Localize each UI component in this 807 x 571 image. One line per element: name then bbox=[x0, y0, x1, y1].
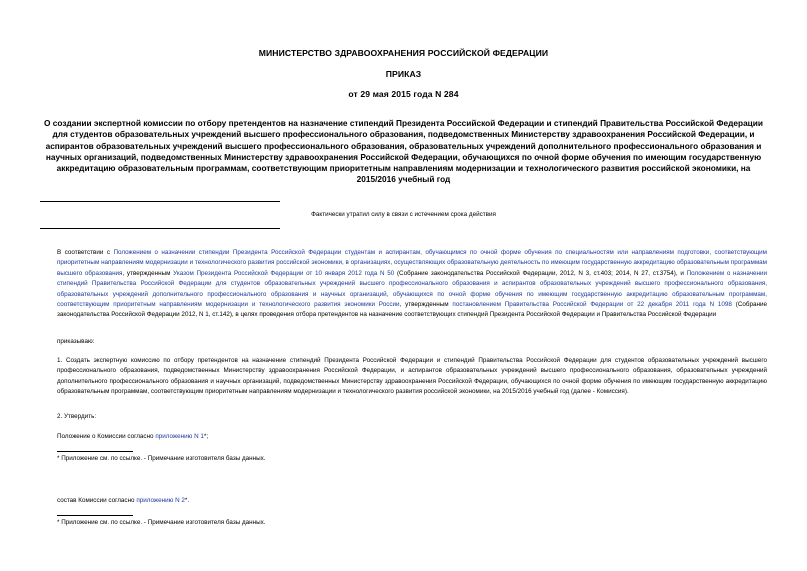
link-presidential-decree[interactable]: Указом Президента Российской Федерации от 10 января 2012 года N 50 bbox=[173, 269, 395, 277]
link-government-resolution[interactable]: постановлением Правительства Российской Федерации от 22 декабря 2011 года N 1098 bbox=[452, 301, 732, 309]
document-type-heading: ПРИКАЗ bbox=[385, 69, 422, 79]
ministry-heading: МИНИСТЕРСТВО ЗДРАВООХРАНЕНИЯ РОССИЙСКОЙ ФЕДЕРАЦИИ bbox=[258, 48, 549, 58]
link-government-scholarship-regulation[interactable]: Положением о назначении стипендий Правительства Российской Федерации для студентов образовательных учреждений высшего профессионального образования и аспирантов образовательных учреждений высшего профессионального образования, образовательных учреждений дополнительного профессионального образования и научных организаций, обучающихся по очной форме обучения по имеющим государственную аккредитацию образовательным программам, соответствующим приоритетным направлениям модернизации и технологического развития экономики России bbox=[57, 269, 767, 309]
date-number-heading: от 29 мая 2015 года N 284 bbox=[348, 89, 459, 99]
preamble-text-3: (Собрание законодательства Российской Федерации, 2012, N 3, ст.403; 2014, N 27, ст.3754), и bbox=[394, 269, 687, 277]
preamble-text-5: (Собрание законодательства Российской Федерации 2012, N 1, ст.142), в целях проведения отбора претендентов на назначение соответствующих стипендий Президента Российской Федерации и Правительства Российской Федерации bbox=[57, 301, 767, 319]
footnote-2: * Приложение см. по ссылке. - Примечание изготовителя базы данных. bbox=[57, 519, 266, 526]
status-note: Фактически утратил силу в связи с истечением срока действия bbox=[311, 211, 496, 218]
footnote-divider-1 bbox=[57, 451, 133, 452]
preamble-text-1: В соответствии с bbox=[57, 249, 114, 256]
approve-composition-text: состав Комиссии согласно bbox=[57, 497, 137, 504]
status-divider-top bbox=[40, 201, 280, 202]
preamble-text-4: , утвержденным bbox=[399, 301, 453, 309]
preamble-paragraph bbox=[57, 248, 767, 321]
document-title: О создании экспертной комиссии по отбору претендентов на назначение стипендий Президента Российской Федерации и стипендий Правительства Российской Федерации для студентов образовательных учреждений высшего профессионального образования, подведомственных Министерству здравоохранения Российской Федерации, и аспирантов образовательных учреждений высшего профессионального образования, образовательных учреждений дополнительного профессионального образования и научных организаций, подведомственных Министерству здравоохранения Российской Федерации, обучающихся по очной форме обучения по имеющим государственную аккредитацию образовательным программам, соответствующим приоритетным направлениям модернизации и технологического развития российской экономики, на 2015/2016 учебный год bbox=[44, 118, 763, 185]
link-president-scholarship-regulation[interactable]: Положением о назначении стипендии Президента Российской Федерации студентам и аспирантам, обучающимся по очной форме обучения по специальностям или направлениям подготовки, соответствующим приоритетным направлениям модернизации и технологического развития российской экономики, в организациях, осуществляющих образовательную деятельность по имеющим государственную аккредитацию образовательным программам высшего образования bbox=[57, 249, 767, 277]
approve-composition-line bbox=[57, 496, 189, 506]
link-appendix-2[interactable]: приложению N 2 bbox=[136, 497, 185, 504]
item-1-paragraph: 1. Создать экспертную комиссию по отбору претендентов на назначение стипендий Президента Российской Федерации и стипендий Правительства Российской Федерации для студентов образовательных учреждений высшего профессионального образования, подведомственных Министерству здравоохранения Российской Федерации, и аспирантов образовательных учреждений высшего профессионального образования, образовательных учреждений дополнительного профессионального образования и научных организаций, подведомственных Министерству здравоохранения Российской Федерации, обучающихся по очной форме обучения по имеющим государственную аккредитацию образовательным программам, соответствующим приоритетным направлениям модернизации и технологического развития российской экономики, на 2015/2016 учебный год (далее - Комиссия). bbox=[57, 357, 767, 396]
approve-composition-suffix: *. bbox=[184, 497, 190, 504]
preamble-text-2: , утвержденным bbox=[122, 269, 174, 277]
item-2-label: 2. Утвердить: bbox=[57, 413, 97, 420]
approve-regulation-line bbox=[57, 432, 208, 442]
link-appendix-1[interactable]: приложению N 1 bbox=[155, 433, 204, 440]
footnote-divider-2 bbox=[57, 515, 133, 516]
status-divider-bottom bbox=[40, 228, 280, 229]
footnote-1: * Приложение см. по ссылке. - Примечание изготовителя базы данных. bbox=[57, 455, 266, 462]
approve-regulation-text: Положение о Комиссии согласно bbox=[57, 433, 156, 440]
approve-regulation-suffix: *; bbox=[203, 433, 209, 440]
order-word: приказываю: bbox=[57, 338, 95, 345]
